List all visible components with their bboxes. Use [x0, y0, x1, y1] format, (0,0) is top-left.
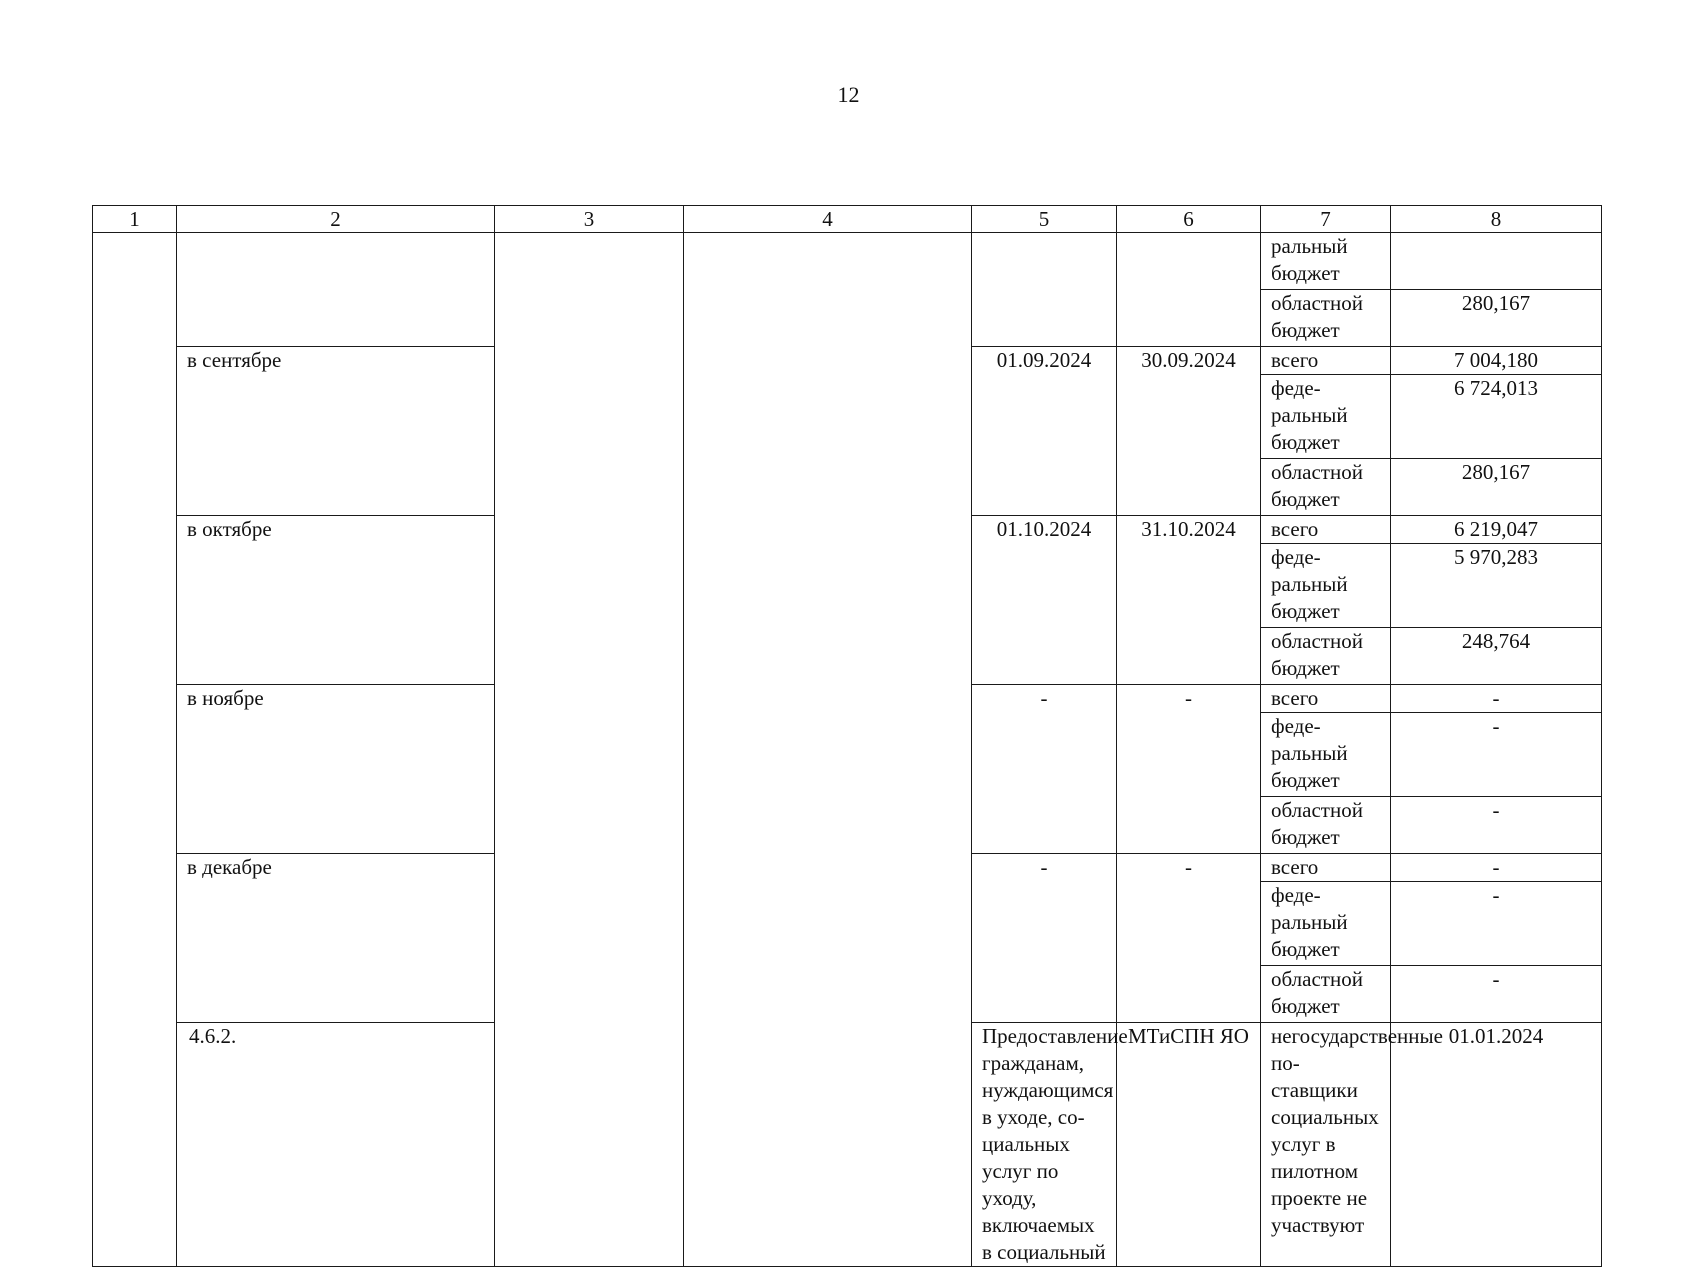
funding-source: феде-ральный бюджет: [1261, 375, 1391, 459]
funding-source: областной бюджет: [1261, 797, 1391, 854]
header-cell: 2: [177, 206, 495, 233]
end-date: -: [1117, 854, 1261, 1023]
start-date: 01.01.2024: [1391, 1023, 1602, 1267]
end-date: -: [1117, 685, 1261, 854]
funding-amount: 6 219,047: [1391, 516, 1602, 544]
start-date-cell-continued: [972, 233, 1117, 347]
funding-amount: 7 004,180: [1391, 347, 1602, 375]
funding-source: областной бюджет: [1261, 459, 1391, 516]
end-date: 30.09.2024: [1117, 347, 1261, 516]
funding-source: областной бюджет: [1261, 628, 1391, 685]
funding-source: всего: [1261, 347, 1391, 375]
start-date: -: [972, 854, 1117, 1023]
funding-source: всего: [1261, 516, 1391, 544]
funding-amount: -: [1391, 797, 1602, 854]
funding-source: феде-ральный бюджет: [1261, 882, 1391, 966]
end-date: 31.10.2024: [1117, 516, 1261, 685]
funding-source: феде-ральный бюджет: [1261, 713, 1391, 797]
executor-cell-continued: [495, 233, 684, 1267]
funding-amount: 280,167: [1391, 459, 1602, 516]
funding-amount: 248,764: [1391, 628, 1602, 685]
budget-table: [92, 205, 1602, 1267]
header-cell: 4: [684, 206, 972, 233]
activity-cell-continued: [177, 233, 495, 347]
item-executor: МТиСПН ЯО: [1117, 1023, 1261, 1267]
header-cell: 7: [1261, 206, 1391, 233]
month-label: в декабре: [177, 854, 495, 1023]
funding-amount: -: [1391, 882, 1602, 966]
page-number: 12: [837, 82, 860, 107]
funding-amount: -: [1391, 713, 1602, 797]
funding-source: всего: [1261, 685, 1391, 713]
funding-amount: 5 970,283: [1391, 544, 1602, 628]
funding-amount: -: [1391, 685, 1602, 713]
header-row: [93, 206, 1602, 233]
funding-source: всего: [1261, 854, 1391, 882]
item-number: 4.6.2.: [177, 1023, 495, 1267]
item-result: негосударственные по-ставщики социальных услуг в пилотном проекте не участвуют: [1261, 1023, 1391, 1267]
funding-source: ральный бюджет: [1261, 233, 1391, 290]
funding-amount: 280,167: [1391, 290, 1602, 347]
start-date: 01.09.2024: [972, 347, 1117, 516]
header-cell: 6: [1117, 206, 1261, 233]
header-cell: 8: [1391, 206, 1602, 233]
result-cell-continued: [684, 233, 972, 1267]
month-label: в ноябре: [177, 685, 495, 854]
funding-amount: -: [1391, 966, 1602, 1023]
item-description: Предоставление гражданам, нуждающимся в уходе, со-циальных услуг по уходу, включаемых в социальный: [972, 1023, 1117, 1267]
funding-amount: -: [1391, 854, 1602, 882]
month-label: в сентябре: [177, 347, 495, 516]
month-label: в октябре: [177, 516, 495, 685]
header-cell: 5: [972, 206, 1117, 233]
table-row: [93, 233, 1602, 290]
header-cell: 1: [93, 206, 177, 233]
table-body: [93, 206, 1602, 1267]
end-date-cell-continued: [1117, 233, 1261, 347]
funding-source: феде-ральный бюджет: [1261, 544, 1391, 628]
start-date: 01.10.2024: [972, 516, 1117, 685]
funding-amount: [1391, 233, 1602, 290]
item-number-cell-empty: [93, 233, 177, 1267]
header-cell: 3: [495, 206, 684, 233]
funding-amount: 6 724,013: [1391, 375, 1602, 459]
funding-source: областной бюджет: [1261, 966, 1391, 1023]
funding-source: областной бюджет: [1261, 290, 1391, 347]
start-date: -: [972, 685, 1117, 854]
